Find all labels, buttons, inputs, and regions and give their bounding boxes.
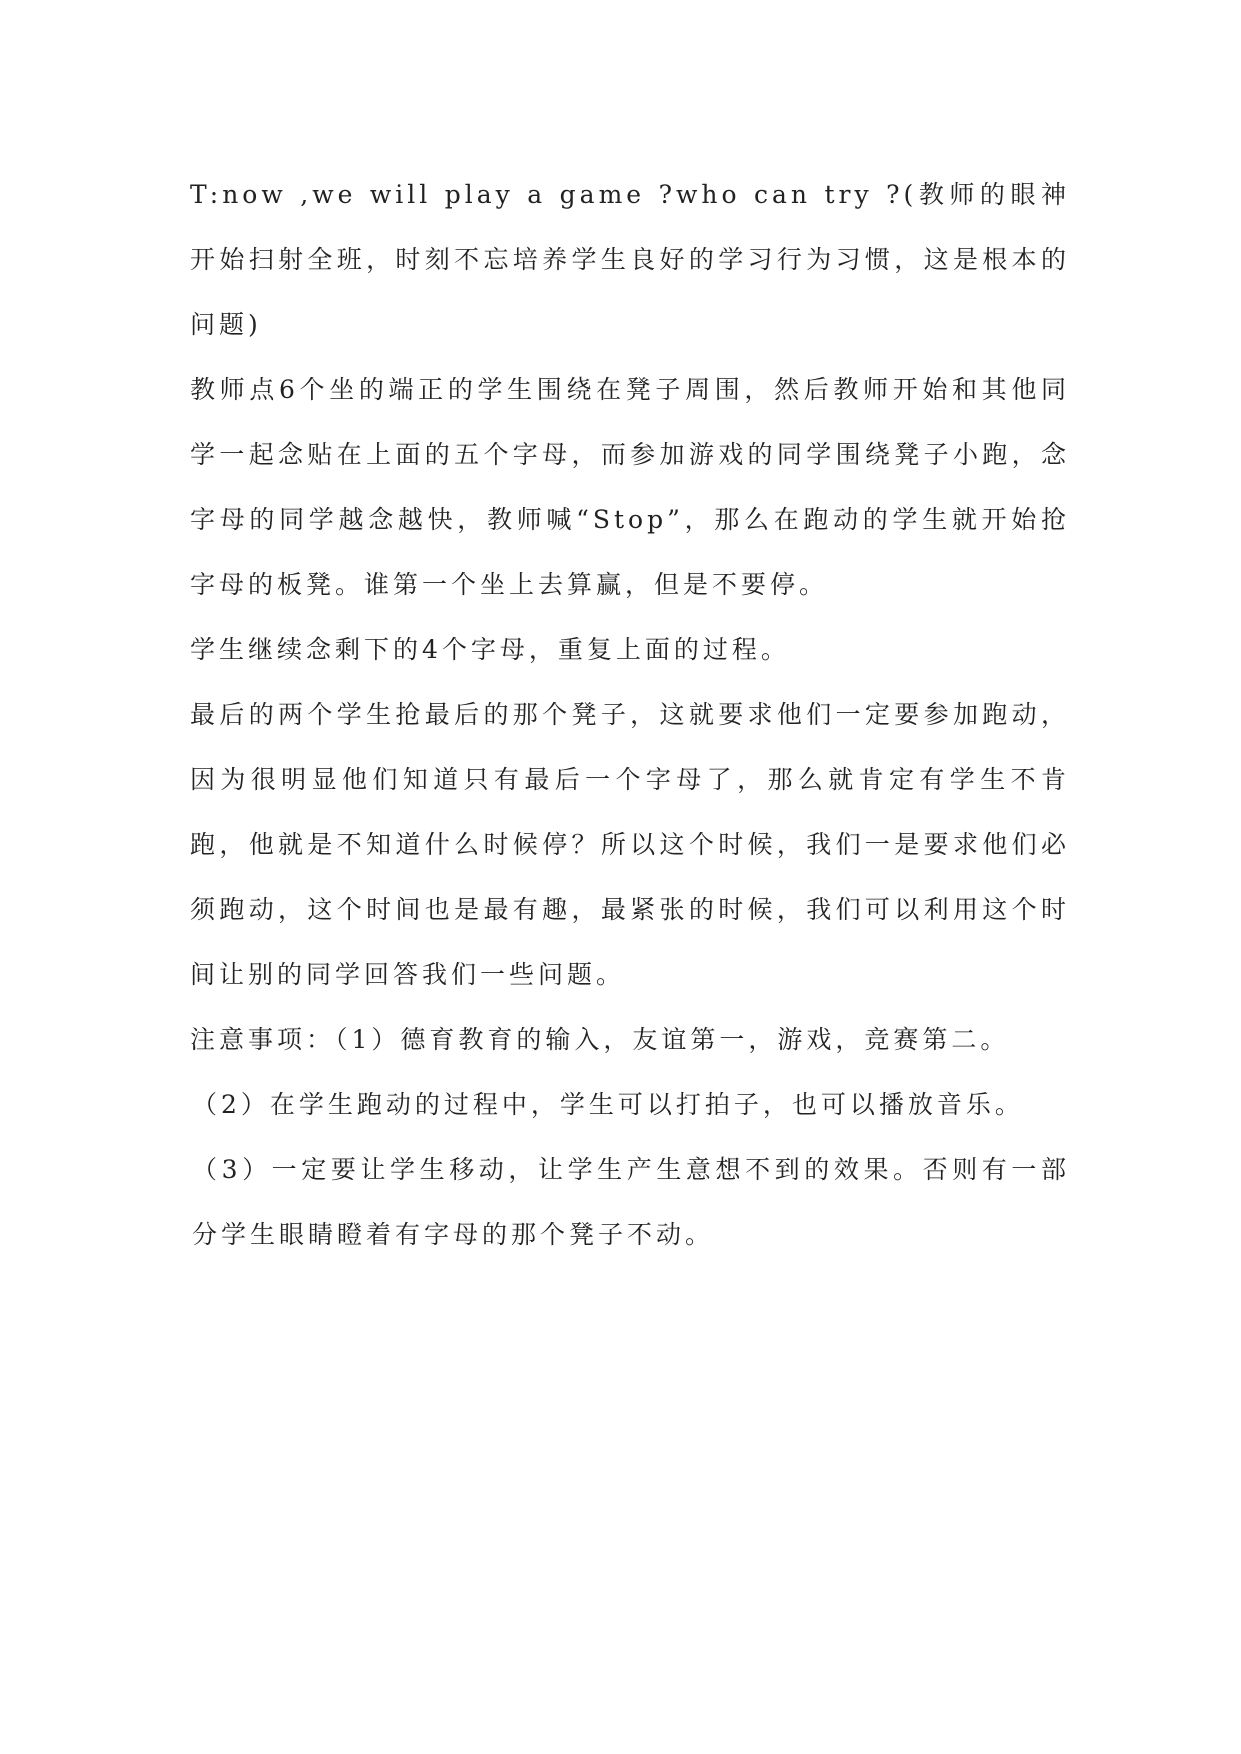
paragraph-notes-2: （2）在学生跑动的过程中，学生可以打拍子，也可以播放音乐。 (192, 1090, 1024, 1119)
document-body (190, 162, 1070, 1267)
paragraph-game-rules: 教师点6个坐的端正的学生围绕在凳子周围，然后教师开始和其他同学一起念贴在上面的五个字母，而参加游戏的同学围绕凳子小跑，念字母的同学越念越快，教师喊“Stop”，那么在跑动的学生就开始抢字母的板凳。谁第一个坐上去算赢，但是不要停。 (190, 375, 1070, 599)
paragraph-final-round: 最后的两个学生抢最后的那个凳子，这就要求他们一定要参加跑动，因为很明显他们知道只有最后一个字母了，那么就肯定有学生不肯跑，他就是不知道什么时候停？所以这个时候，我们一是要求他们必须跑动，这个时间也是最有趣，最紧张的时候，我们可以利用这个时间让别的同学回答我们一些问题。 (190, 700, 1070, 989)
paragraph-notes-3: （3）一定要让学生移动，让学生产生意想不到的效果。否则有一部分学生眼睛瞪着有字母的那个凳子不动。 (192, 1155, 1070, 1249)
paragraph-game-intro: T:now ,we will play a game ?who can try ?(教师的眼神开始扫射全班，时刻不忘培养学生良好的学习行为习惯，这是根本的问题) (190, 180, 1070, 339)
paragraph-notes-1: 注意事项：（1）德育教育的输入，友谊第一，游戏，竞赛第二。 (190, 1025, 1010, 1054)
paragraph-repeat: 学生继续念剩下的4个字母，重复上面的过程。 (190, 635, 790, 664)
